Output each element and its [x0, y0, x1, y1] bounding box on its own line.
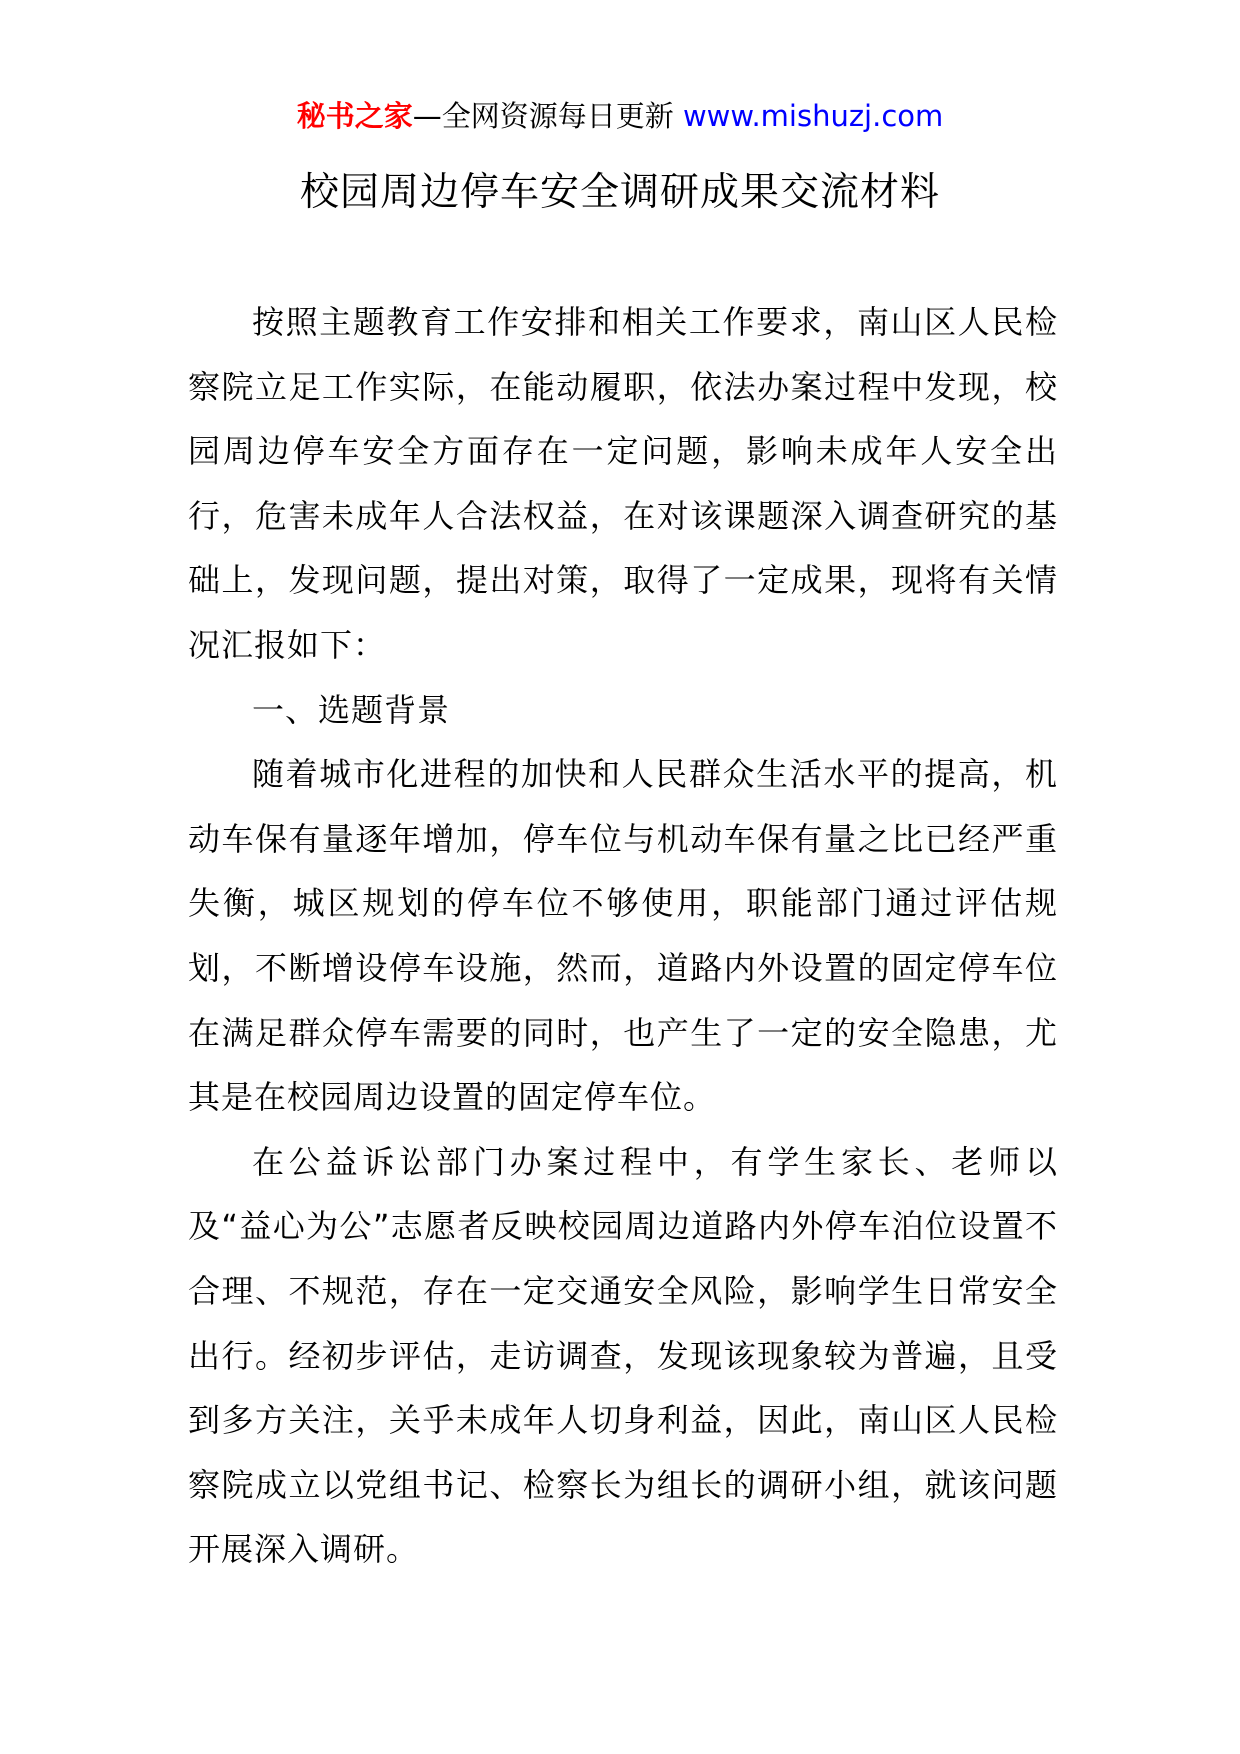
header-tagline: —全网资源每日更新 — [412, 99, 683, 133]
background-paragraph-1: 随着城市化进程的加快和人民群众生活水平的提高，机动车保有量逐年增加，停车位与机动车保有量之比已经严重失衡，城区规划的停车位不够使用，职能部门通过评估规划，不断增设停车设施，然而，道路内外设置的固定停车位在满足群众停车需要的同时，也产生了一定的安全隐患，尤其是在校园周边设置的固定停车位。 — [188, 755, 1058, 1117]
site-url-link[interactable]: www.mishuzj.com — [682, 99, 944, 133]
section-heading-background: 一、选题背景 — [252, 690, 451, 729]
intro-paragraph: 按照主题教育工作安排和相关工作要求，南山区人民检察院立足工作实际，在能动履职，依法办案过程中发现，校园周边停车安全方面存在一定问题，影响未成年人安全出行，危害未成年人合法权益，在对该课题深入调查研究的基础上，发现问题，提出对策，取得了一定成果，现将有关情况汇报如下： — [188, 303, 1058, 664]
brand-name: 秘书之家 — [296, 99, 413, 133]
document-title: 校园周边停车安全调研成果交流材料 — [299, 170, 940, 215]
site-header — [0, 96, 1240, 136]
document-body — [188, 290, 1058, 1582]
background-paragraph-2: 在公益诉讼部门办案过程中，有学生家长、老师以及“益心为公”志愿者反映校园周边道路内外停车泊位设置不合理、不规范，存在一定交通安全风险，影响学生日常安全出行。经初步评估，走访调查，发现该现象较为普遍，且受到多方关注，关乎未成年人切身利益，因此，南山区人民检察院成立以党组书记、检察长为组长的调研小组，就该问题开展深入调研。 — [188, 1142, 1058, 1569]
